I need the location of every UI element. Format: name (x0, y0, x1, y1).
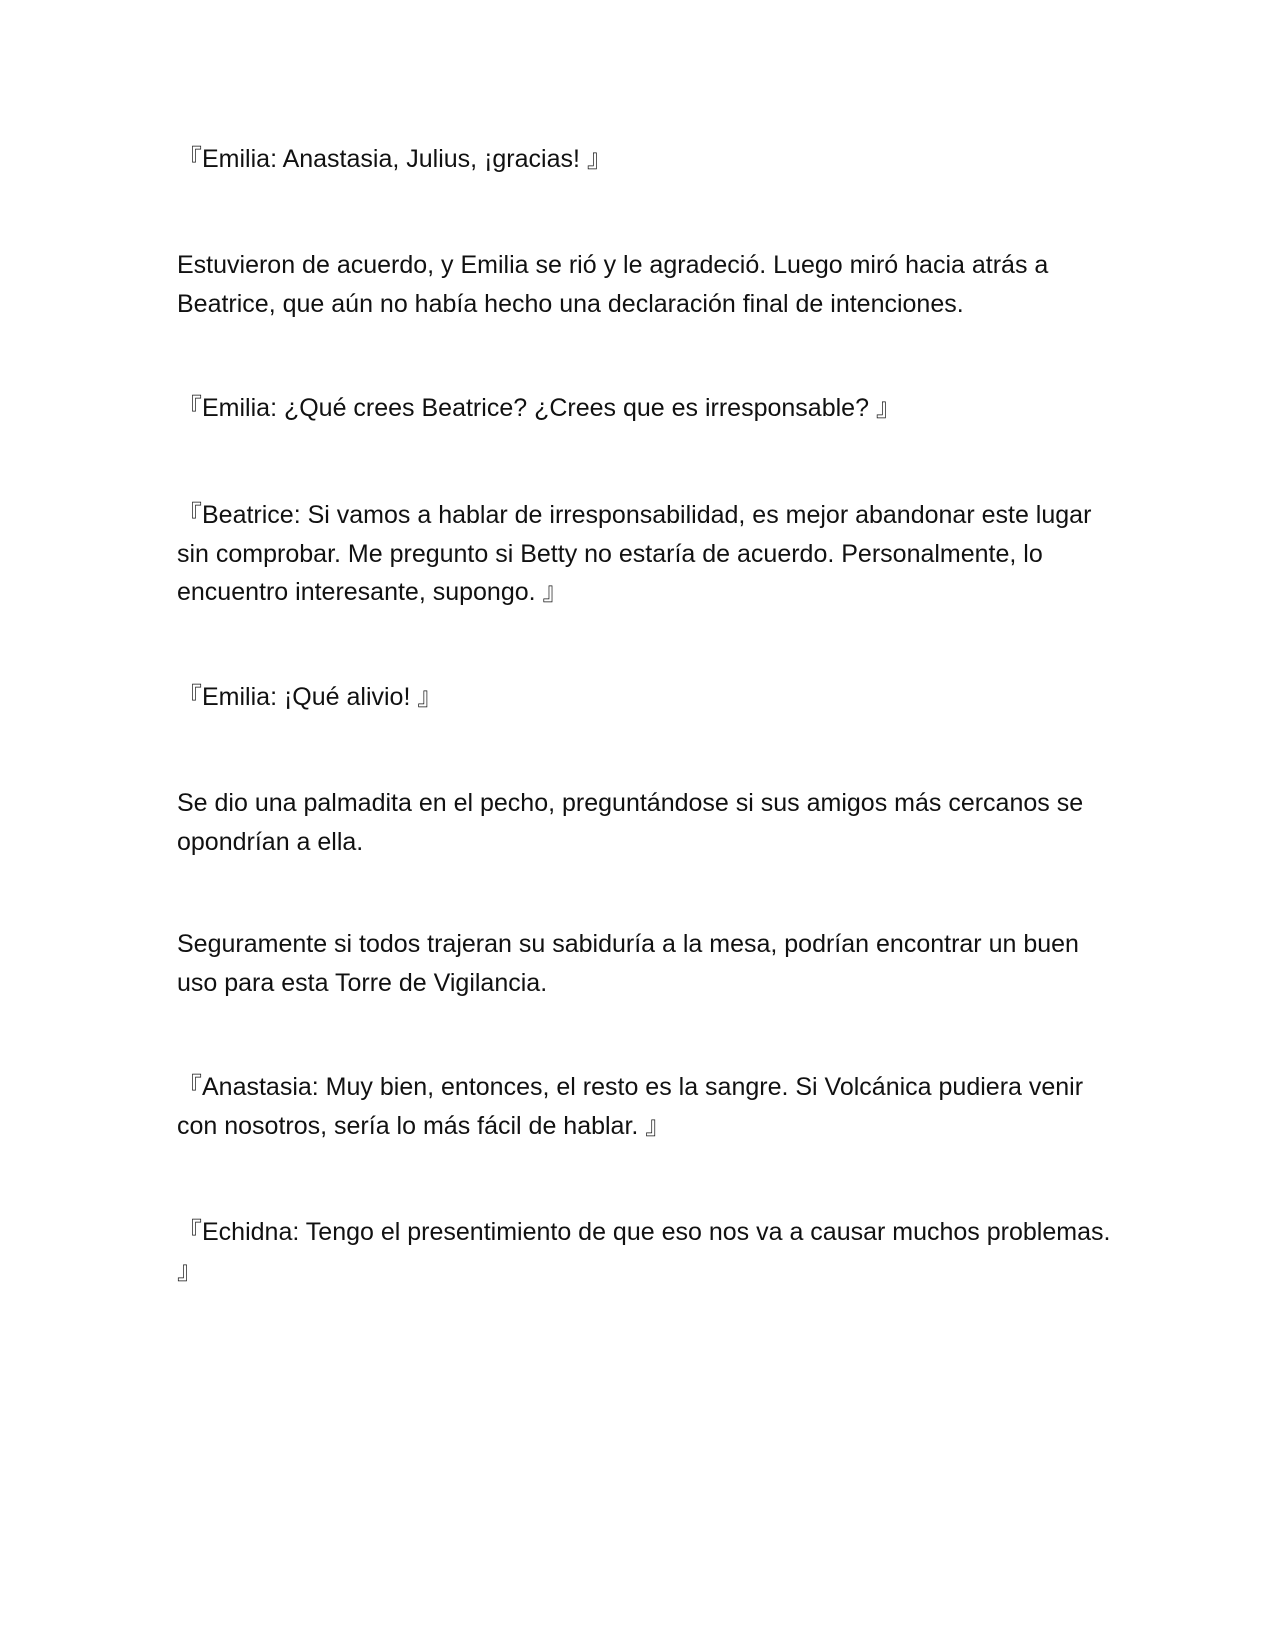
narration-chest-pat: Se dio una palmadita en el pecho, preguntándose si sus amigos más cercanos se opondrían a ella. (177, 789, 1084, 856)
dialogue-emilia-question: 『Emilia: ¿Qué crees Beatrice? ¿Crees que es irresponsable? 』 (177, 394, 901, 422)
dialogue-anastasia: 『Anastasia: Muy bien, entonces, el resto es la sangre. Si Volcánica pudiera venir con nosotros, sería lo más fácil de hablar. 』 (177, 1073, 1084, 1140)
dialogue-emilia-thanks: 『Emilia: Anastasia, Julius, ¡gracias! 』 (177, 145, 612, 173)
dialogue-echidna: 『Echidna: Tengo el presentimiento de que eso nos va a causar muchos problemas. 』 (177, 1218, 1111, 1285)
dialogue-beatrice-reply: 『Beatrice: Si vamos a hablar de irresponsabilidad, es mejor abandonar este lugar sin comprobar. Me pregunto si Betty no estaría de acuerdo. Personalmente, lo encuentro interesante, supongo. 』 (177, 501, 1092, 606)
dialogue-emilia-relief: 『Emilia: ¡Qué alivio! 』 (177, 683, 443, 711)
narration-watchtower: Seguramente si todos trajeran su sabiduría a la mesa, podrían encontrar un buen uso para esta Torre de Vigilancia. (177, 930, 1079, 997)
narration-agreement: Estuvieron de acuerdo, y Emilia se rió y le agradeció. Luego miró hacia atrás a Beatrice, que aún no había hecho una declaración final de intenciones. (177, 251, 1049, 318)
